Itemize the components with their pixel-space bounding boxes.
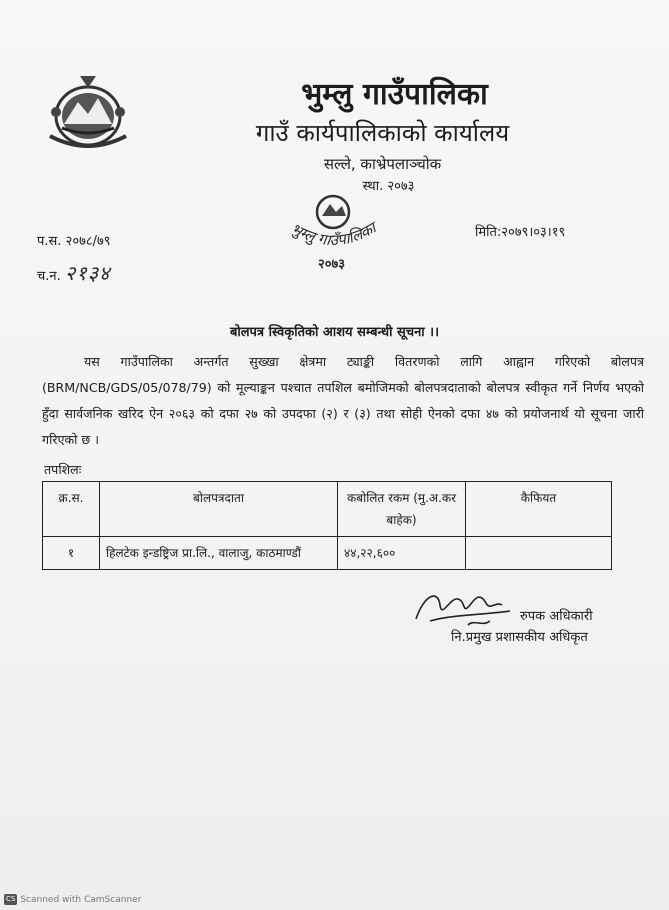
dispatch-number [37,259,111,286]
handwritten-signature [410,575,515,635]
camscanner-icon: CS [6,895,16,903]
stamp-text: भुम्लु गाउँपालिका [287,218,379,250]
dispatch-label: च.न. [37,269,61,284]
signatory-name: रुपक अधिकारी [520,609,593,624]
table-header-row [43,482,612,537]
header-remarks: कैफियत [466,482,612,537]
office-subtitle: गाउँ कार्यपालिकाको कार्यालय [255,119,510,147]
header-amount: कबोलित रकम (मु.अ.कर बाहेक) [338,482,466,537]
header-serial: क्र.स. [43,482,100,537]
scanner-text: Scanned with CamScanner [20,894,142,905]
signatory-designation: नि.प्रमुख प्रशासकीय अधिकृत [451,630,588,645]
office-title: भुम्लु गाउँपालिका [301,77,488,112]
scanner-watermark [4,894,141,905]
office-stamp [278,186,388,274]
cell-bidder: हिलटेक इन्डष्ट्रिज प्रा.लि., वालाजु, काठमाण्डौं [100,537,338,570]
header-bidder: बोलपत्रदाता [100,482,338,537]
cell-serial: १ [43,537,100,570]
cell-remarks [466,537,612,570]
issue-date: मिति:२०७९।०३।१९ [475,225,566,240]
notice-body [42,349,644,453]
notice-subject: बोलपत्र स्विकृतिको आशय सम्बन्धी सूचना ।। [229,325,440,340]
reference-number: प.स. २०७८/७९ [37,234,111,249]
office-location: सल्ले, काभ्रेपलाञ्चोक [323,155,442,173]
stamp-year: २०७३ [318,257,346,272]
details-label: तपशिलः [44,462,82,477]
established-year: स्था. २०७३ [362,179,415,194]
table-row [43,537,612,570]
bid-table [42,481,612,570]
dispatch-value: २१३४ [64,261,111,285]
notice-body-text: यस गाउँपालिका अन्तर्गत सुख्खा क्षेत्रमा ट्याङ्की वितरणको लागि आह्वान गरिएको बोलपत्र (BRM/NCB/GDS/05/078/79) को मूल्याङ्कन पश्चात तपशिल बमोजिमको बोलपत्रदाताको बोलपत्र स्वीकृत गर्ने निर्णय भएको हुँदा सार्वजनिक खरिद ऐन २०६३ को दफा २७ को उपदफा (२) र (३) तथा सोही ऐनको दफा ४७ को प्रयोजनार्थ यो सूचना जारी गरिएको छ । [42,354,644,447]
cell-amount: ४४,२२,६०० [338,537,466,570]
